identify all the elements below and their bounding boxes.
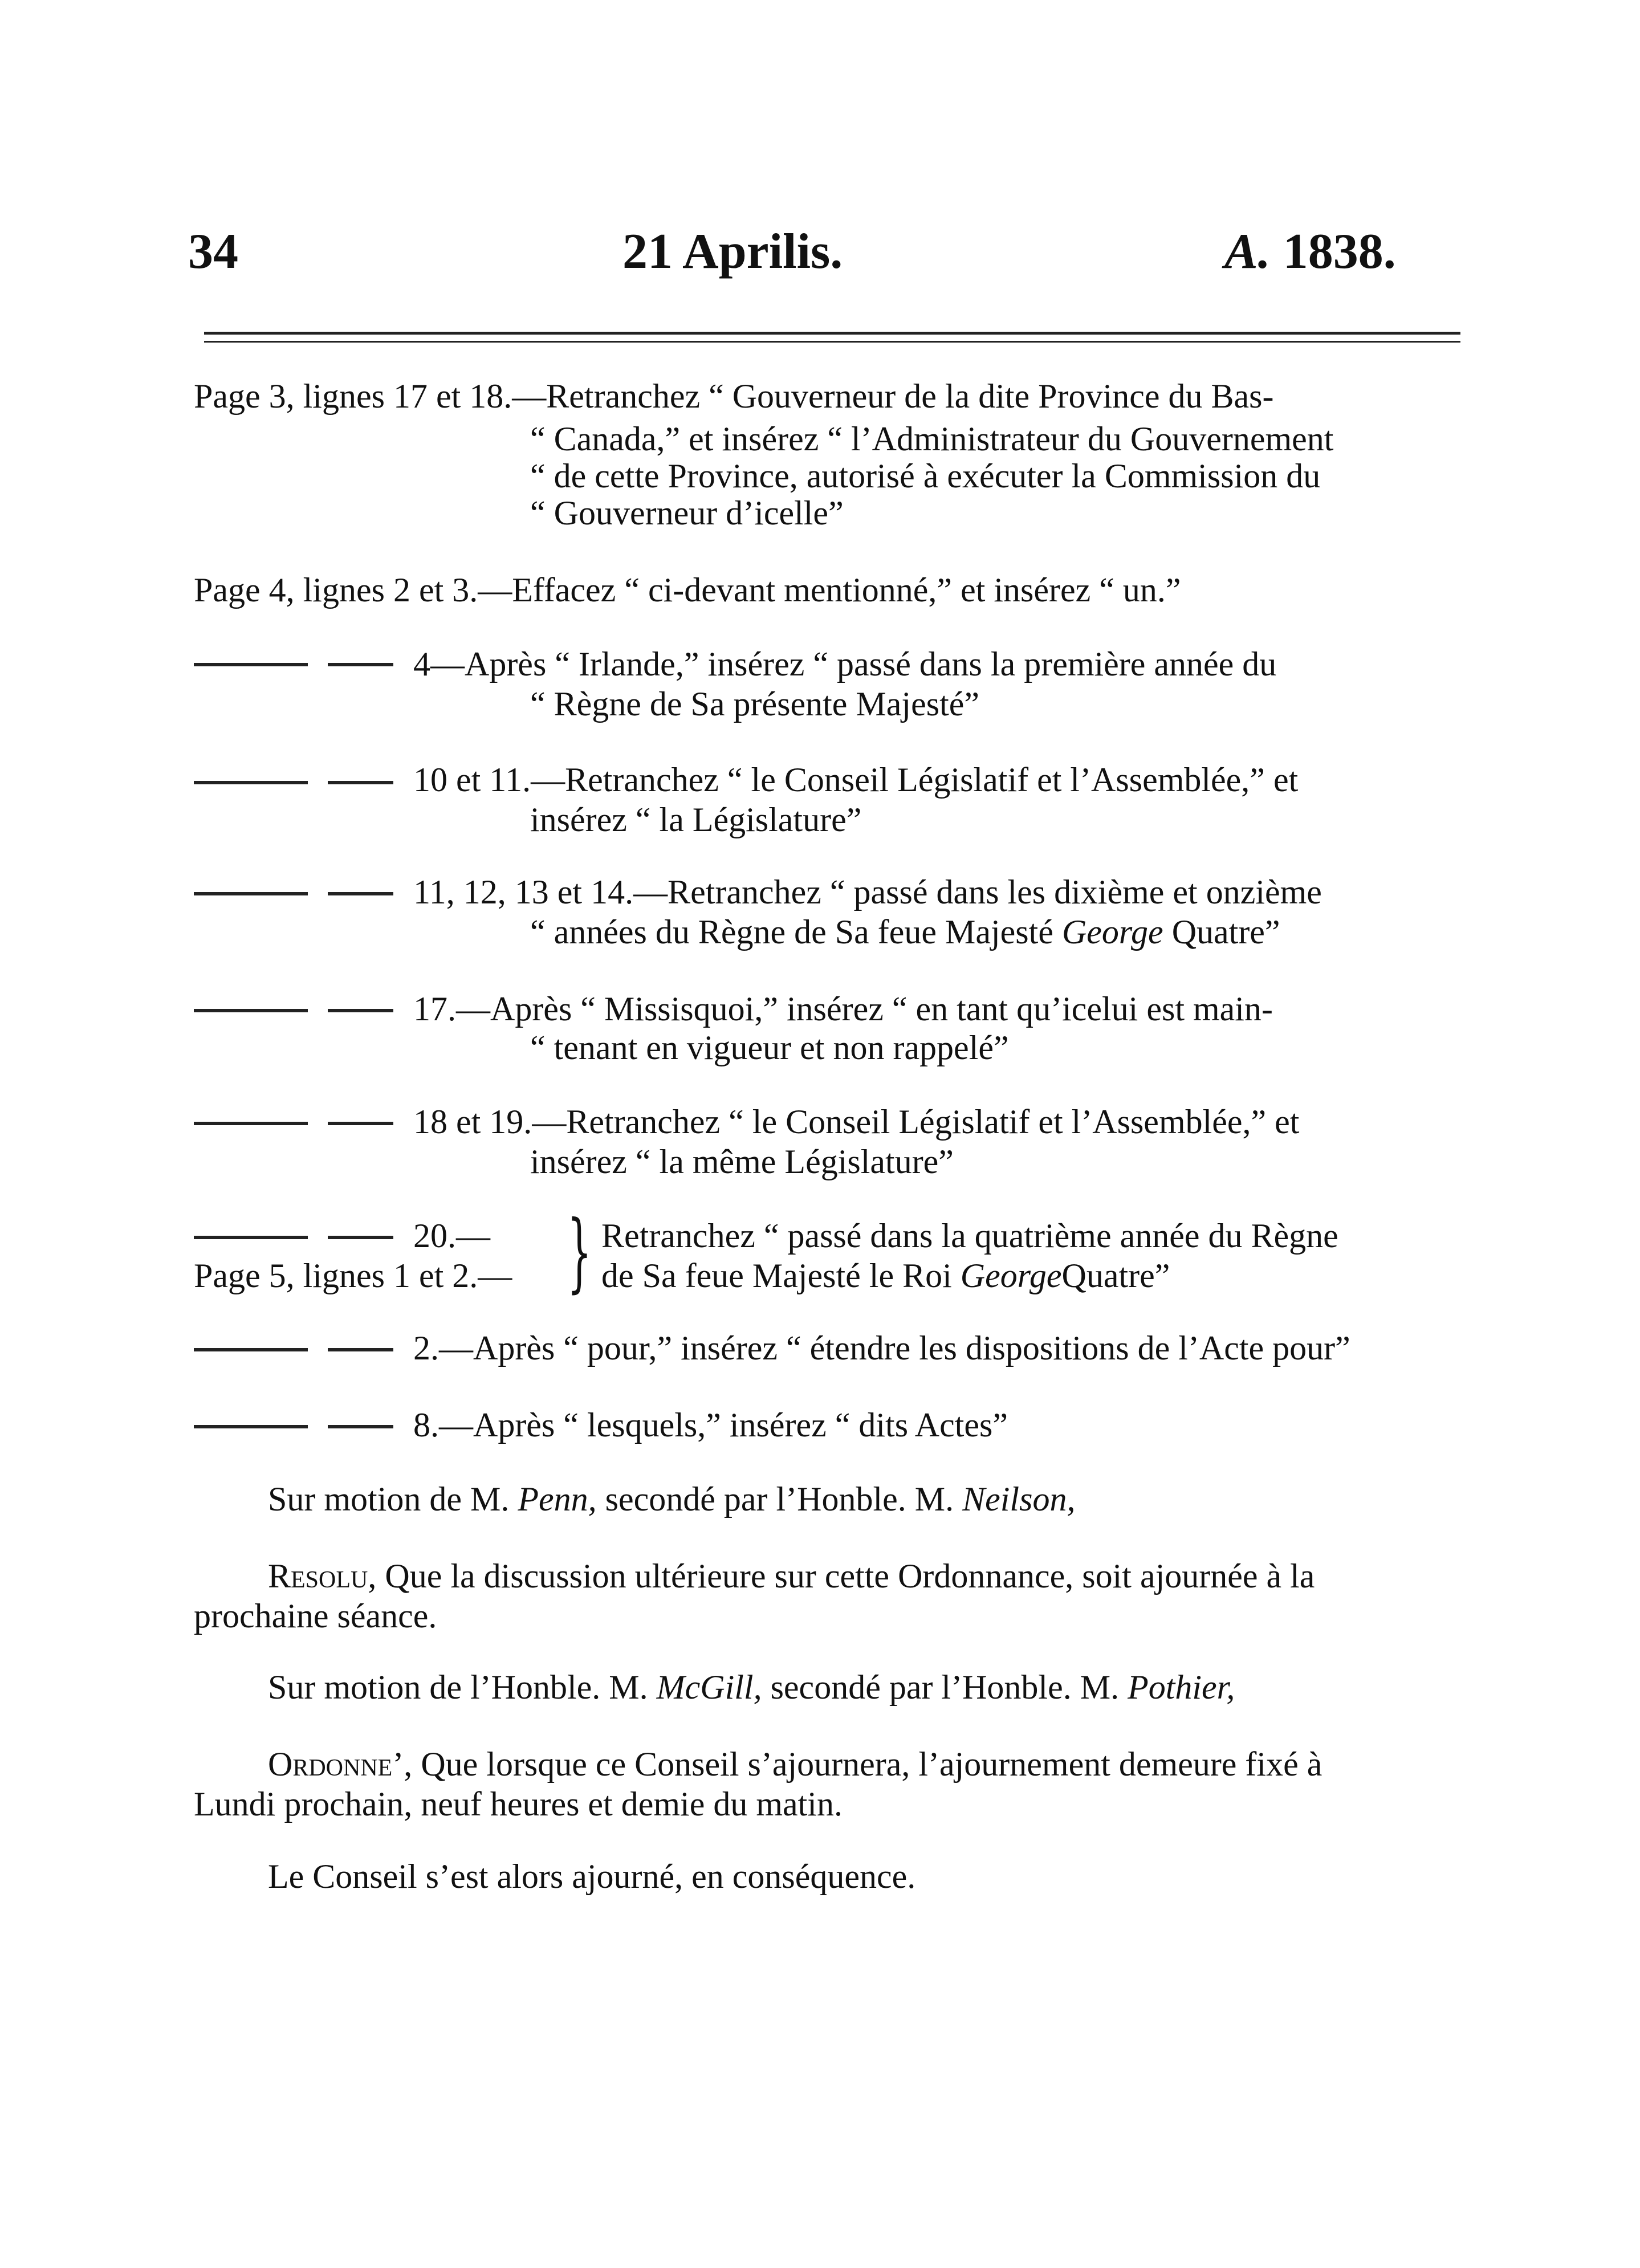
amendment-text: —Retranchez “ passé dans les dixième et onzième <box>633 873 1322 911</box>
ditto-dash <box>194 1009 308 1012</box>
header-rule-top <box>204 332 1460 335</box>
amendment-1-line-4: “ Gouverneur d’icelle” <box>530 494 844 532</box>
amendment-ref: Page 3, lignes 17 et 18. <box>194 377 512 415</box>
ordonne-line-2: Lundi prochain, neuf heures et demie du matin. <box>194 1785 843 1823</box>
ditto-dash <box>328 663 393 666</box>
amendment-1-line-1 <box>194 379 1273 413</box>
ditto-dash <box>194 663 308 666</box>
closing-line: Le Conseil s’est alors ajourné, en conséquence. <box>268 1858 916 1895</box>
amendment-ref: 17. <box>413 990 456 1028</box>
amendment-1-line-3: “ de cette Province, autorisé à exécuter la Commission du <box>530 457 1321 495</box>
amendment-ref: Page 4, lignes 2 et 3. <box>194 571 478 609</box>
motion-paragraph-1 <box>268 1482 1075 1516</box>
amendment-6-line-2: “ tenant en vigueur et non rappelé” <box>530 1029 1009 1066</box>
amendment-4-line-1 <box>413 763 1298 797</box>
amendment-text: —Retranchez “ Gouverneur de la dite Province du Bas- <box>512 377 1274 415</box>
resolu-line-2: prochaine séance. <box>194 1597 437 1635</box>
resolu-line-1 <box>268 1559 1315 1593</box>
ditto-dash <box>328 892 393 895</box>
year-value: 1838. <box>1283 224 1396 279</box>
ditto-dash <box>328 1348 393 1351</box>
amendment-8-line-1: Retranchez “ passé dans la quatrième année du Règne <box>601 1217 1338 1255</box>
ditto-dash <box>194 892 308 895</box>
ordonne-text: Que lorsque ce Conseil s’ajournera, l’ajournement demeure fixé à <box>412 1745 1322 1783</box>
ditto-dash <box>328 1236 393 1239</box>
amendment-text: —Après “ lesquels,” insérez “ dits Actes” <box>439 1406 1008 1444</box>
ditto-dash <box>194 1122 308 1125</box>
amendment-ref: 2. <box>413 1329 439 1367</box>
amendment-6-line-1 <box>413 992 1273 1026</box>
motion-text: secondé par l’Honble. M. <box>596 1480 954 1518</box>
amendment-text: de Sa feue Majesté le Roi <box>601 1257 952 1294</box>
amendment-2-line-1 <box>194 573 1181 607</box>
ordonne-line-1 <box>268 1747 1322 1781</box>
ordonne-label: Ordonne’, <box>268 1745 413 1783</box>
amendment-text: —Après “ pour,” insérez “ étendre les dispositions de l’Acte pour” <box>439 1329 1350 1367</box>
ditto-dash <box>194 781 308 784</box>
amendment-3-line-1 <box>413 647 1276 681</box>
ditto-dash <box>328 1425 393 1428</box>
header-rule-bottom <box>204 341 1460 343</box>
amendment-5-line-2 <box>530 915 1280 949</box>
ditto-dash <box>194 1348 308 1351</box>
amendment-ref: 10 et 11. <box>413 761 531 799</box>
page-date: 21 Aprilis. <box>622 224 843 279</box>
amendment-10-line-1 <box>413 1408 1008 1442</box>
resolu-label: Resolu, <box>268 1557 377 1595</box>
amendment-ref: 11, 12, 13 et 14. <box>413 873 634 911</box>
ditto-dash <box>328 1122 393 1125</box>
amendment-ref: 8. <box>413 1406 439 1444</box>
motion-paragraph-2 <box>268 1670 1235 1704</box>
motion-text: Sur motion de l’Honble. M. <box>268 1668 648 1706</box>
amendment-4-line-2: insérez “ la Législature” <box>530 801 862 838</box>
amendment-text: “ années du Règne de Sa feue Majesté <box>530 913 1053 951</box>
amendment-1-line-2: “ Canada,” et insérez “ l’Administrateur du Gouvernement <box>530 420 1334 458</box>
member-name: McGill, <box>656 1668 762 1706</box>
amendment-8-ref-top: 20.— <box>413 1217 490 1255</box>
amendment-text: —Après “ Missisquoi,” insérez “ en tant qu’icelui est main- <box>456 990 1273 1028</box>
amendment-8-ref-bottom: Page 5, lignes 1 et 2.— <box>194 1257 512 1294</box>
resolu-text: Que la discussion ultérieure sur cette Ordonnance, soit ajournée à la <box>376 1557 1315 1595</box>
amendment-3-line-2: “ Règne de Sa présente Majesté” <box>530 685 979 723</box>
ditto-dash <box>194 1236 308 1239</box>
amendment-ref: 4 <box>413 645 430 683</box>
amendment-7-line-1 <box>413 1105 1299 1139</box>
amendment-tail: Quatre” <box>1061 1257 1170 1294</box>
amendment-5-line-1 <box>413 875 1322 909</box>
member-name: Penn, <box>518 1480 597 1518</box>
italic-name: George <box>1061 913 1163 951</box>
italic-name: George <box>960 1257 1062 1294</box>
amendment-text: —Retranchez “ le Conseil Législatif et l’Assemblée,” et <box>532 1103 1300 1141</box>
amendment-ref: 18 et 19. <box>413 1103 532 1141</box>
right-brace: } <box>567 1203 592 1302</box>
page-number: 34 <box>188 224 238 279</box>
amendment-tail: Quatre” <box>1163 913 1280 951</box>
amendment-9-line-1 <box>413 1331 1350 1365</box>
amendment-text: —Après “ Irlande,” insérez “ passé dans la première année du <box>430 645 1277 683</box>
ditto-dash <box>194 1425 308 1428</box>
member-name: Neilson, <box>962 1480 1076 1518</box>
ditto-dash <box>328 781 393 784</box>
motion-text: Sur motion de M. <box>268 1480 510 1518</box>
motion-text: secondé par l’Honble. M. <box>762 1668 1120 1706</box>
member-name: Pothier, <box>1128 1668 1235 1706</box>
amendment-7-line-2: insérez “ la même Législature” <box>530 1143 954 1180</box>
amendment-text: —Effacez “ ci-devant mentionné,” et insérez “ un.” <box>478 571 1181 609</box>
amendment-text: —Retranchez “ le Conseil Législatif et l’Assemblée,” et <box>531 761 1299 799</box>
ditto-dash <box>328 1009 393 1012</box>
page-year <box>1224 224 1396 279</box>
amendment-8-line-2 <box>601 1259 1170 1293</box>
year-prefix: A. <box>1224 224 1271 279</box>
